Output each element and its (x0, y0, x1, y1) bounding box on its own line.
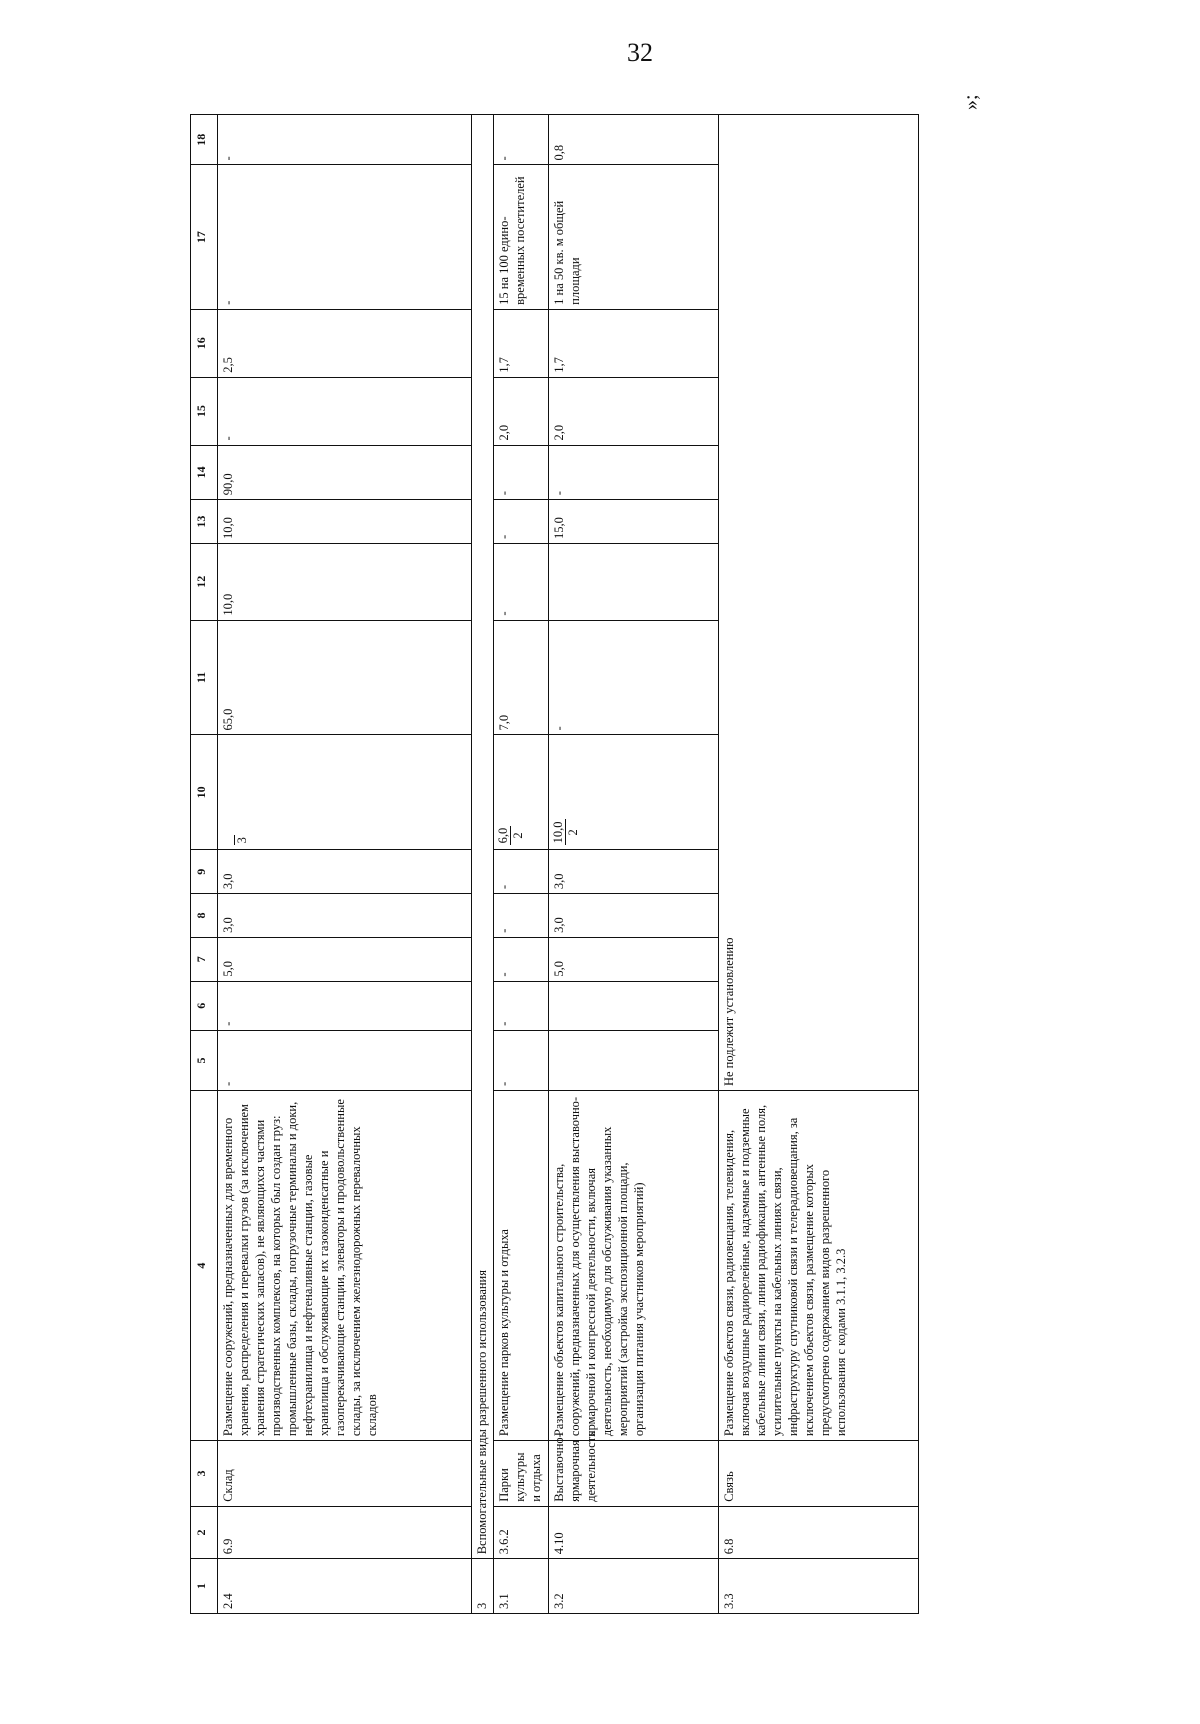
cell-value (549, 543, 719, 620)
use-code: 3.6.2 (494, 1506, 549, 1559)
closing-quote: »; (960, 94, 982, 110)
cell-value: 15,0 (549, 500, 719, 544)
cell-value: 2,0 (549, 377, 719, 445)
cell-value: - (494, 894, 549, 938)
table-row (218, 115, 472, 1614)
cell-value: 2,0 (494, 377, 549, 445)
cell-value: - (494, 981, 549, 1030)
table-row (494, 115, 549, 1614)
table-row (719, 115, 919, 1614)
header-cell: 3 (191, 1441, 218, 1507)
fraction-numerator: 10,0 (551, 821, 565, 844)
cell-value: - (494, 937, 549, 981)
header-cell: 17 (191, 165, 218, 309)
table-row (549, 115, 719, 1614)
row-number: 3.3 (719, 1559, 919, 1614)
use-description: Размещение объектов капитального строительства, сооружений, предназначенных для осуществления выставочно-ярмарочной и конгрессной деятельности, включая деятельность, необходимую для обслуживания указанных мероприятий (застройка экспозиционной площади, организация питания участников мероприятий) (549, 1091, 719, 1441)
header-cell: 6 (191, 981, 218, 1030)
row-number: 3.2 (549, 1559, 719, 1614)
cell-value: - (494, 543, 549, 620)
use-code: 4.10 (549, 1506, 719, 1559)
cell-value: - (218, 115, 472, 165)
header-cell: 2 (191, 1506, 218, 1559)
cell-value: - (218, 165, 472, 309)
use-name: Связь (719, 1441, 919, 1507)
cell-value (549, 981, 719, 1030)
cell-value: 2,5 (218, 309, 472, 377)
cell-value: 10,0 (218, 543, 472, 620)
cell-value: 7,0 (494, 620, 549, 735)
header-cell: 18 (191, 115, 218, 165)
header-cell: 5 (191, 1030, 218, 1090)
cell-value: - (549, 620, 719, 735)
cell-value: - (494, 115, 549, 165)
cell-value: 3,0 (218, 894, 472, 938)
use-name: Склад (218, 1441, 472, 1507)
header-cell: 4 (191, 1091, 218, 1441)
cell-value (549, 1030, 719, 1090)
cell-value: - (494, 850, 549, 894)
cell-value: 3,0 (549, 894, 719, 938)
use-code: 6.8 (719, 1506, 919, 1559)
use-description: Размещение сооружений, предназначенных для временного хранения, распределения и перевалки грузов (за исключением хранения стратегических запасов), не являющихся частями производственных комплексов, на которых был создан груз: промышленные базы, склады, погрузочные терминалы и доки, нефтехранилища и нефтеналивные станции, газовые хранилища и обслуживающие их газоконденсатные и газоперекачивающие станции, элеваторы и продовольственные склады, за исключением железнодорожных перевалочных складов (218, 1091, 472, 1441)
fraction-value (496, 826, 525, 846)
cell-value: - (218, 1030, 472, 1090)
cell-value: 3,0 (549, 850, 719, 894)
header-cell: 12 (191, 543, 218, 620)
header-cell: 7 (191, 937, 218, 981)
use-description: Размещение парков культуры и отдыха (494, 1091, 549, 1441)
header-cell: 8 (191, 894, 218, 938)
merged-note: Не подлежит установлению (719, 115, 919, 1091)
cell-value: 0,8 (549, 115, 719, 165)
header-row (191, 115, 218, 1614)
fraction-denominator: 2 (566, 829, 580, 836)
cell-value: 5,0 (549, 937, 719, 981)
cell-value: - (494, 445, 549, 500)
cell-value: 65,0 (218, 620, 472, 735)
use-name: Парки культуры и отдыха (494, 1441, 549, 1507)
header-cell: 14 (191, 445, 218, 500)
use-code: 6.9 (218, 1506, 472, 1559)
cell-value: 1,7 (494, 309, 549, 377)
header-cell: 9 (191, 850, 218, 894)
header-cell: 13 (191, 500, 218, 544)
section-number: 3 (472, 1559, 494, 1614)
row-number: 3.1 (494, 1559, 549, 1614)
cell-value: - (218, 981, 472, 1030)
cell-value (549, 735, 719, 850)
header-cell: 15 (191, 377, 218, 445)
fraction-denominator: 2 (511, 832, 525, 839)
cell-value: - (494, 1030, 549, 1090)
use-name: Выставочно-ярмарочная деятельность (549, 1441, 719, 1507)
page-number: 32 (627, 38, 653, 67)
cell-value: - (494, 500, 549, 544)
cell-value: - (549, 445, 719, 500)
cell-value (494, 735, 549, 850)
row-number: 2.4 (218, 1559, 472, 1614)
cell-value: 1,7 (549, 309, 719, 377)
fraction-numerator (220, 835, 235, 845)
cell-value: 1 на 50 кв. м общей площади (549, 165, 719, 309)
header-cell: 16 (191, 309, 218, 377)
cell-value: 90,0 (218, 445, 472, 500)
fraction-denominator: 3 (235, 837, 249, 844)
use-description: Размещение объектов связи, радиовещания, телевидения, включая воздушные радиорелейные, надземные и подземные кабельные линии связи, линии радиофикации, антенные поля, усилительные пункты на кабельных линиях связи, инфраструктуру спутниковой связи и телерадиовещания, за исключением объектов связи, размещение которых предусмотрено содержанием видов разрешенного использования с кодами 3.1.1, 3.2.3 (719, 1091, 919, 1441)
section-row (472, 115, 494, 1614)
parameters-table (190, 114, 919, 1614)
header-cell: 11 (191, 620, 218, 735)
cell-value: 3,0 (218, 850, 472, 894)
fraction-value (551, 819, 580, 845)
cell-value: - (218, 377, 472, 445)
cell-value (218, 735, 472, 850)
rotated-table-container (190, 114, 950, 1614)
cell-value: 5,0 (218, 937, 472, 981)
fraction-numerator: 6,0 (496, 827, 510, 844)
header-cell: 1 (191, 1559, 218, 1614)
fraction-value (220, 835, 249, 845)
cell-value: 10,0 (218, 500, 472, 544)
header-cell: 10 (191, 735, 218, 850)
section-title: Вспомогательные виды разрешенного использования (472, 115, 494, 1559)
cell-value: 15 на 100 едино-временных посетителей (494, 165, 549, 309)
